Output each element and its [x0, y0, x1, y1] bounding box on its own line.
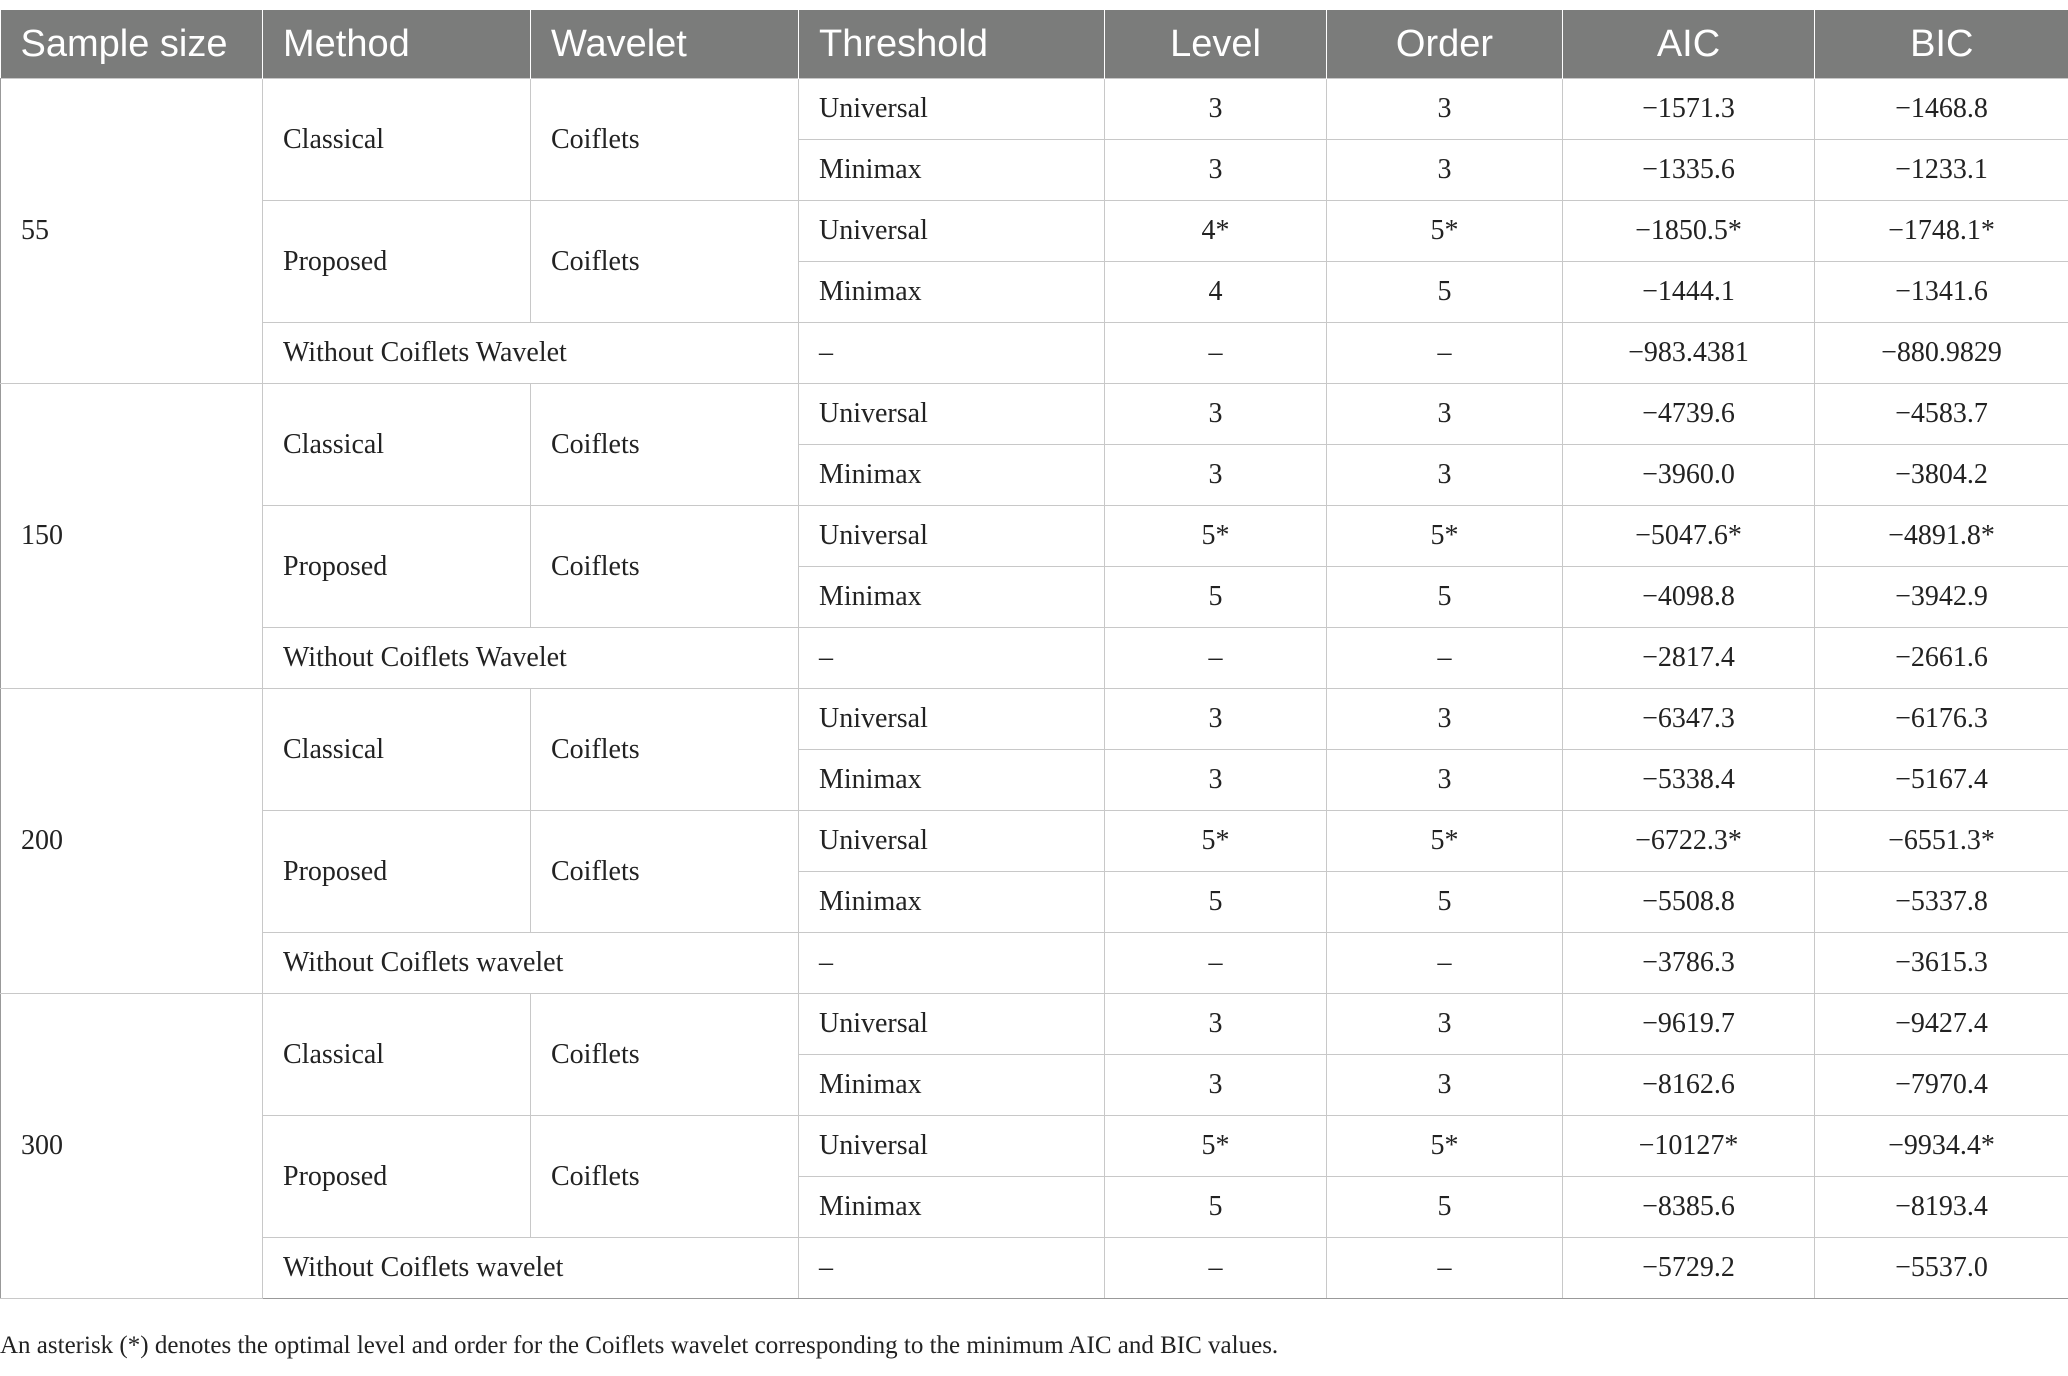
level-cell: 5* [1105, 1116, 1327, 1177]
table-header [1, 10, 2068, 79]
header-bic: BIC [1815, 10, 2068, 79]
order-cell: 3 [1327, 1055, 1563, 1116]
header-wavelet: Wavelet [531, 10, 799, 79]
level-cell: 4* [1105, 201, 1327, 262]
header-row [1, 10, 2068, 79]
method-cell: Classical [263, 994, 531, 1116]
bic-cell: −4891.8* [1815, 506, 2068, 567]
wavelet-cell: Coiflets [531, 811, 799, 933]
order-cell: 3 [1327, 140, 1563, 201]
order-cell: 3 [1327, 689, 1563, 750]
aic-cell: −5047.6* [1563, 506, 1815, 567]
threshold-cell: Universal [799, 689, 1105, 750]
aic-cell: −1335.6 [1563, 140, 1815, 201]
table-row [1, 628, 2068, 689]
aic-cell: −5508.8 [1563, 872, 1815, 933]
table-footnote: An asterisk (*) denotes the optimal level and order for the Coiflets wavelet corresponding to the minimum AIC and BIC values. [0, 1332, 1279, 1359]
threshold-cell: – [799, 323, 1105, 384]
aic-cell: −5338.4 [1563, 750, 1815, 811]
header-sample-size: Sample size [1, 10, 263, 79]
threshold-cell: Universal [799, 994, 1105, 1055]
without-wavelet-label: Without Coiflets Wavelet [263, 323, 799, 384]
table-row [1, 384, 2068, 445]
threshold-cell: Minimax [799, 1177, 1105, 1238]
level-cell: 3 [1105, 445, 1327, 506]
order-cell: 5 [1327, 872, 1563, 933]
aic-cell: −5729.2 [1563, 1238, 1815, 1299]
table-row [1, 1116, 2068, 1177]
level-cell: – [1105, 323, 1327, 384]
aic-cell: −3960.0 [1563, 445, 1815, 506]
bic-cell: −1341.6 [1815, 262, 2068, 323]
bic-cell: −5337.8 [1815, 872, 2068, 933]
bic-cell: −1468.8 [1815, 79, 2068, 140]
order-cell: 5* [1327, 1116, 1563, 1177]
table-row [1, 201, 2068, 262]
bic-cell: −3942.9 [1815, 567, 2068, 628]
sample-size-cell: 150 [1, 384, 263, 689]
aic-cell: −2817.4 [1563, 628, 1815, 689]
bic-cell: −8193.4 [1815, 1177, 2068, 1238]
aic-cell: −983.4381 [1563, 323, 1815, 384]
table-row [1, 689, 2068, 750]
table-row [1, 933, 2068, 994]
threshold-cell: Minimax [799, 1055, 1105, 1116]
order-cell: – [1327, 628, 1563, 689]
aic-cell: −8385.6 [1563, 1177, 1815, 1238]
level-cell: 4 [1105, 262, 1327, 323]
bic-cell: −1748.1* [1815, 201, 2068, 262]
method-cell: Proposed [263, 1116, 531, 1238]
wavelet-cell: Coiflets [531, 201, 799, 323]
table-row [1, 994, 2068, 1055]
level-cell: 5 [1105, 872, 1327, 933]
bic-cell: −4583.7 [1815, 384, 2068, 445]
bic-cell: −880.9829 [1815, 323, 2068, 384]
order-cell: – [1327, 933, 1563, 994]
without-wavelet-label: Without Coiflets Wavelet [263, 628, 799, 689]
level-cell: 3 [1105, 1055, 1327, 1116]
level-cell: 5 [1105, 567, 1327, 628]
aic-cell: −9619.7 [1563, 994, 1815, 1055]
order-cell: – [1327, 1238, 1563, 1299]
method-cell: Proposed [263, 811, 531, 933]
level-cell: 3 [1105, 79, 1327, 140]
level-cell: 5* [1105, 506, 1327, 567]
table-row [1, 1238, 2068, 1299]
level-cell: 5* [1105, 811, 1327, 872]
wavelet-cell: Coiflets [531, 1116, 799, 1238]
threshold-cell: Universal [799, 384, 1105, 445]
bic-cell: −5537.0 [1815, 1238, 2068, 1299]
level-cell: 3 [1105, 994, 1327, 1055]
threshold-cell: Universal [799, 811, 1105, 872]
aic-cell: −8162.6 [1563, 1055, 1815, 1116]
aic-cell: −4098.8 [1563, 567, 1815, 628]
method-cell: Classical [263, 384, 531, 506]
wavelet-cell: Coiflets [531, 79, 799, 201]
bic-cell: −6176.3 [1815, 689, 2068, 750]
threshold-cell: – [799, 933, 1105, 994]
aic-cell: −1444.1 [1563, 262, 1815, 323]
order-cell: 5* [1327, 811, 1563, 872]
level-cell: 3 [1105, 384, 1327, 445]
order-cell: 5 [1327, 262, 1563, 323]
bic-cell: −6551.3* [1815, 811, 2068, 872]
sample-size-cell: 200 [1, 689, 263, 994]
order-cell: 5 [1327, 567, 1563, 628]
aic-cell: −4739.6 [1563, 384, 1815, 445]
level-cell: 5 [1105, 1177, 1327, 1238]
bic-cell: −9427.4 [1815, 994, 2068, 1055]
bic-cell: −3804.2 [1815, 445, 2068, 506]
table-row [1, 323, 2068, 384]
method-cell: Classical [263, 79, 531, 201]
wavelet-cell: Coiflets [531, 689, 799, 811]
aic-cell: −1571.3 [1563, 79, 1815, 140]
sample-size-cell: 55 [1, 79, 263, 384]
threshold-cell: Minimax [799, 567, 1105, 628]
aic-cell: −3786.3 [1563, 933, 1815, 994]
level-cell: – [1105, 1238, 1327, 1299]
table-row [1, 506, 2068, 567]
header-aic: AIC [1563, 10, 1815, 79]
order-cell: 5* [1327, 506, 1563, 567]
threshold-cell: Universal [799, 201, 1105, 262]
level-cell: 3 [1105, 140, 1327, 201]
header-method: Method [263, 10, 531, 79]
header-order: Order [1327, 10, 1563, 79]
threshold-cell: Minimax [799, 445, 1105, 506]
bic-cell: −9934.4* [1815, 1116, 2068, 1177]
order-cell: 3 [1327, 445, 1563, 506]
aic-cell: −10127* [1563, 1116, 1815, 1177]
wavelet-cell: Coiflets [531, 506, 799, 628]
threshold-cell: – [799, 1238, 1105, 1299]
level-cell: 3 [1105, 689, 1327, 750]
table-row [1, 79, 2068, 140]
method-cell: Classical [263, 689, 531, 811]
threshold-cell: Universal [799, 79, 1105, 140]
header-level: Level [1105, 10, 1327, 79]
without-wavelet-label: Without Coiflets wavelet [263, 1238, 799, 1299]
table-row [1, 811, 2068, 872]
aic-cell: −6347.3 [1563, 689, 1815, 750]
threshold-cell: – [799, 628, 1105, 689]
method-cell: Proposed [263, 506, 531, 628]
level-cell: – [1105, 628, 1327, 689]
bic-cell: −3615.3 [1815, 933, 2068, 994]
wavelet-cell: Coiflets [531, 994, 799, 1116]
sample-size-cell: 300 [1, 994, 263, 1299]
level-cell: – [1105, 933, 1327, 994]
order-cell: 3 [1327, 750, 1563, 811]
aic-cell: −1850.5* [1563, 201, 1815, 262]
threshold-cell: Minimax [799, 750, 1105, 811]
bic-cell: −5167.4 [1815, 750, 2068, 811]
results-table [0, 10, 2068, 1299]
without-wavelet-label: Without Coiflets wavelet [263, 933, 799, 994]
order-cell: 5 [1327, 1177, 1563, 1238]
order-cell: 5* [1327, 201, 1563, 262]
threshold-cell: Minimax [799, 872, 1105, 933]
table-body [1, 79, 2068, 1299]
wavelet-cell: Coiflets [531, 384, 799, 506]
level-cell: 3 [1105, 750, 1327, 811]
method-cell: Proposed [263, 201, 531, 323]
header-threshold: Threshold [799, 10, 1105, 79]
order-cell: 3 [1327, 79, 1563, 140]
threshold-cell: Universal [799, 1116, 1105, 1177]
threshold-cell: Universal [799, 506, 1105, 567]
bic-cell: −1233.1 [1815, 140, 2068, 201]
bic-cell: −2661.6 [1815, 628, 2068, 689]
order-cell: 3 [1327, 994, 1563, 1055]
aic-cell: −6722.3* [1563, 811, 1815, 872]
order-cell: 3 [1327, 384, 1563, 445]
threshold-cell: Minimax [799, 262, 1105, 323]
threshold-cell: Minimax [799, 140, 1105, 201]
order-cell: – [1327, 323, 1563, 384]
bic-cell: −7970.4 [1815, 1055, 2068, 1116]
